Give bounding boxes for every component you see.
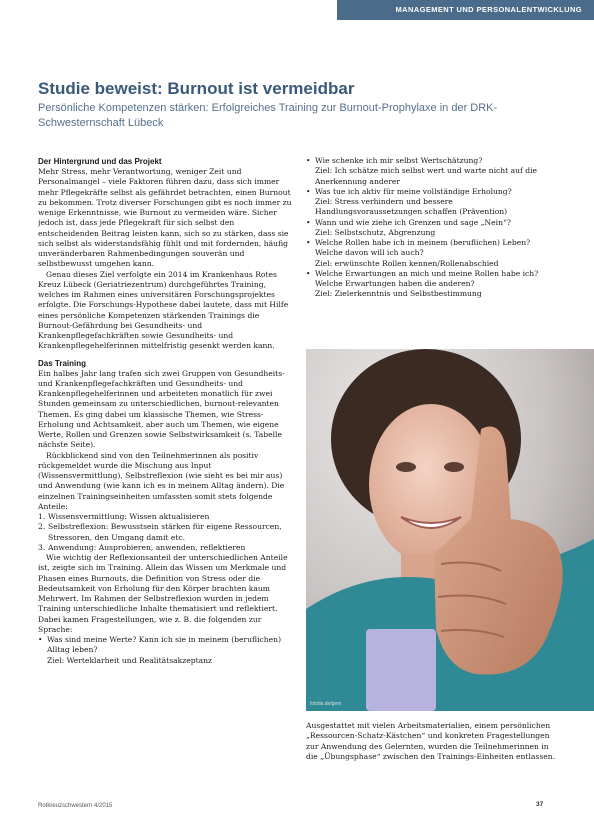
paragraph-closing: Ausgestattet mit vielen Arbeitsmaterialien, einem persönlichen „Ressourcen-Schatz-Kästchen“ und konkreten Fragestellungen zur Anwendung des Gelernten, wurden die Teilnehmerinnen in die „Übungsphase“ zwischen den Trainings-Einheiten entlassen. xyxy=(306,721,556,761)
bullet-icon: • xyxy=(306,217,311,227)
list-item: 3. Anwendung: Ausprobieren, anwenden, reflektieren xyxy=(38,542,246,552)
section-heading-background: Der Hintergrund und das Projekt xyxy=(38,157,162,166)
bullet-icon: • xyxy=(38,635,43,644)
paragraph-training-2: Rückblickend sind von den Teilnehmerinnen als positiv rückgemeldet wurde die Mischung aus Input (Wissensvermittlung), Selbstreflexion (wie sieht es bei mir aus) und Anwendung (wie kann ich es in meinem Alltag ändern). Die einzelnen Trainingseinheiten umfassten somit stets folgende Anteile: xyxy=(38,450,285,511)
footer-journal: Rotkreuzschwestern 4/2015 xyxy=(38,803,113,809)
section-heading-training: Das Training xyxy=(38,358,87,368)
photo-credit: fotolia.de/gem xyxy=(310,701,342,707)
question-item: • Welche Rollen habe ich in meinem (beruflichen) Leben? Welche davon will ich auch? Ziel: erwünschte Rollen kennen/Rollenabschied xyxy=(306,238,531,268)
closing-paragraph-block xyxy=(306,721,556,781)
thumbs-up-photo xyxy=(306,349,594,711)
right-column xyxy=(306,156,554,344)
bullet-icon: • xyxy=(306,156,311,165)
paragraph-training-3: Wie wichtig der Reflexionsanteil der unterschiedlichen Anteile ist, zeigte sich im Training. Allein das Wissen um Merkmale und Phasen eines Burnouts, die Definition von Stress oder die Bedeutsamkeit von Erholung für den Körper brachten kaum Mehrwert. Im Rahmen der Selbstreflexion wurden in jedem Training unterschiedliche Inhalte thematisiert und reflektiert. Dabei kamen Fragestellungen, wie z. B. die folgenden zur Sprache: xyxy=(38,553,288,634)
paragraph-background-2: Genau dieses Ziel verfolgte ein 2014 im Krankenhaus Rotes Kreuz Lübeck (Geriatriezentrum) durchgeführtes Training, welches im Rahmen eines universitären Forschungsprojektes erfolgte. Die Forschungs-Hypothese dabei lautete, dass mit Hilfe eines persönliche Kompetenzen stärkenden Trainings die Burnout-Gefährdung bei Gesundheits- und Krankenpflegefachkräften sowie Gesundheits- und Krankenpflegehelferinnen mittelfristig gesenkt werden kann. xyxy=(38,269,289,351)
paragraph-background-1: Mehr Stress, mehr Verantwortung, weniger Zeit und Personalmangel – viele Faktoren führen dazu, dass sich immer mehr Pflegekräfte selbst als gefährdet betrachten, einen Burnout zu bekommen. Trotz diverser Forschungen gibt es noch immer zu wenige Erkenntnisse, wie Burnout zu vermeiden wäre. Sicher jedoch ist, dass jede Pflegekraft für sich selbst den entscheidenden Beitrag leisten kann, sich so zu stärken, dass sie sich selbst als widerstandsfähig fühlt und mit fordernden, häufig unveränderbaren Rahmenbedingungen souverän und selbstbewusst umgehen kann. xyxy=(38,167,292,269)
question-item: • Was sind meine Werte? Kann ich sie in meinem (beruflichen) Alltag leben? Ziel: Werteklarheit und Realitätsakzeptanz xyxy=(38,635,282,665)
list-item: 2. Selbstreflexion: Bewusstsein stärken für eigene Ressourcen, Stressoren, den Umgang damit etc. xyxy=(38,522,282,542)
photo-illustration xyxy=(306,349,594,711)
question-item: • Wie schenke ich mir selbst Wertschätzung? Ziel: Ich schätze mich selbst wert und warte nicht auf die Anerkennung anderer xyxy=(306,156,538,186)
article-subtitle: Persönliche Kompetenzen stärken: Erfolgreiches Training zur Burnout-Prophylaxe in der DRK-Schwesternschaft Lübeck xyxy=(38,102,498,129)
bullet-icon: • xyxy=(306,268,311,278)
bullet-icon: • xyxy=(306,238,311,247)
section-header-bar xyxy=(337,0,594,20)
article-title: Studie beweist: Burnout ist vermeidbar xyxy=(38,79,355,98)
page-number: 37 xyxy=(536,801,544,808)
bullet-icon: • xyxy=(306,186,311,196)
paragraph-training-1: Ein halbes Jahr lang trafen sich zwei Gruppen von Gesundheits- und Krankenpflegefachkräften und Gesundheits- und Krankenpflegehelferinnen und arbeiteten monatlich für zwei Stunden gemeinsam zu unterschiedlichen, burnout-relevanten Themen. Es ging dabei um klassische Themen, wie Stress-Erholung und Achtsamkeit, aber auch um Themen, wie eigene Werte, Rollen und Grenzen sowie Selbstwirksamkeit (s. Tabelle nächste Seite). xyxy=(38,368,285,450)
question-item: • Welche Erwartungen an mich und meine Rollen habe ich? Welche Erwartungen haben die anderen? Ziel: Zielerkenntnis und Selbstbestimmung xyxy=(306,268,539,299)
question-item: • Was tue ich aktiv für meine vollständige Erholung? Ziel: Stress verhindern und bessere Handlungsvoraussetzungen schaffen (Prävention) xyxy=(306,186,512,217)
section-label: MANAGEMENT UND PERSONALENTWICKLUNG xyxy=(395,5,582,14)
list-item: 1. Wissensvermittlung: Wissen aktualisieren xyxy=(38,512,210,521)
question-item: • Wann und wie ziehe ich Grenzen und sage „Nein“? Ziel: Selbstschutz, Abgrenzung xyxy=(306,217,511,237)
left-column xyxy=(38,156,292,781)
